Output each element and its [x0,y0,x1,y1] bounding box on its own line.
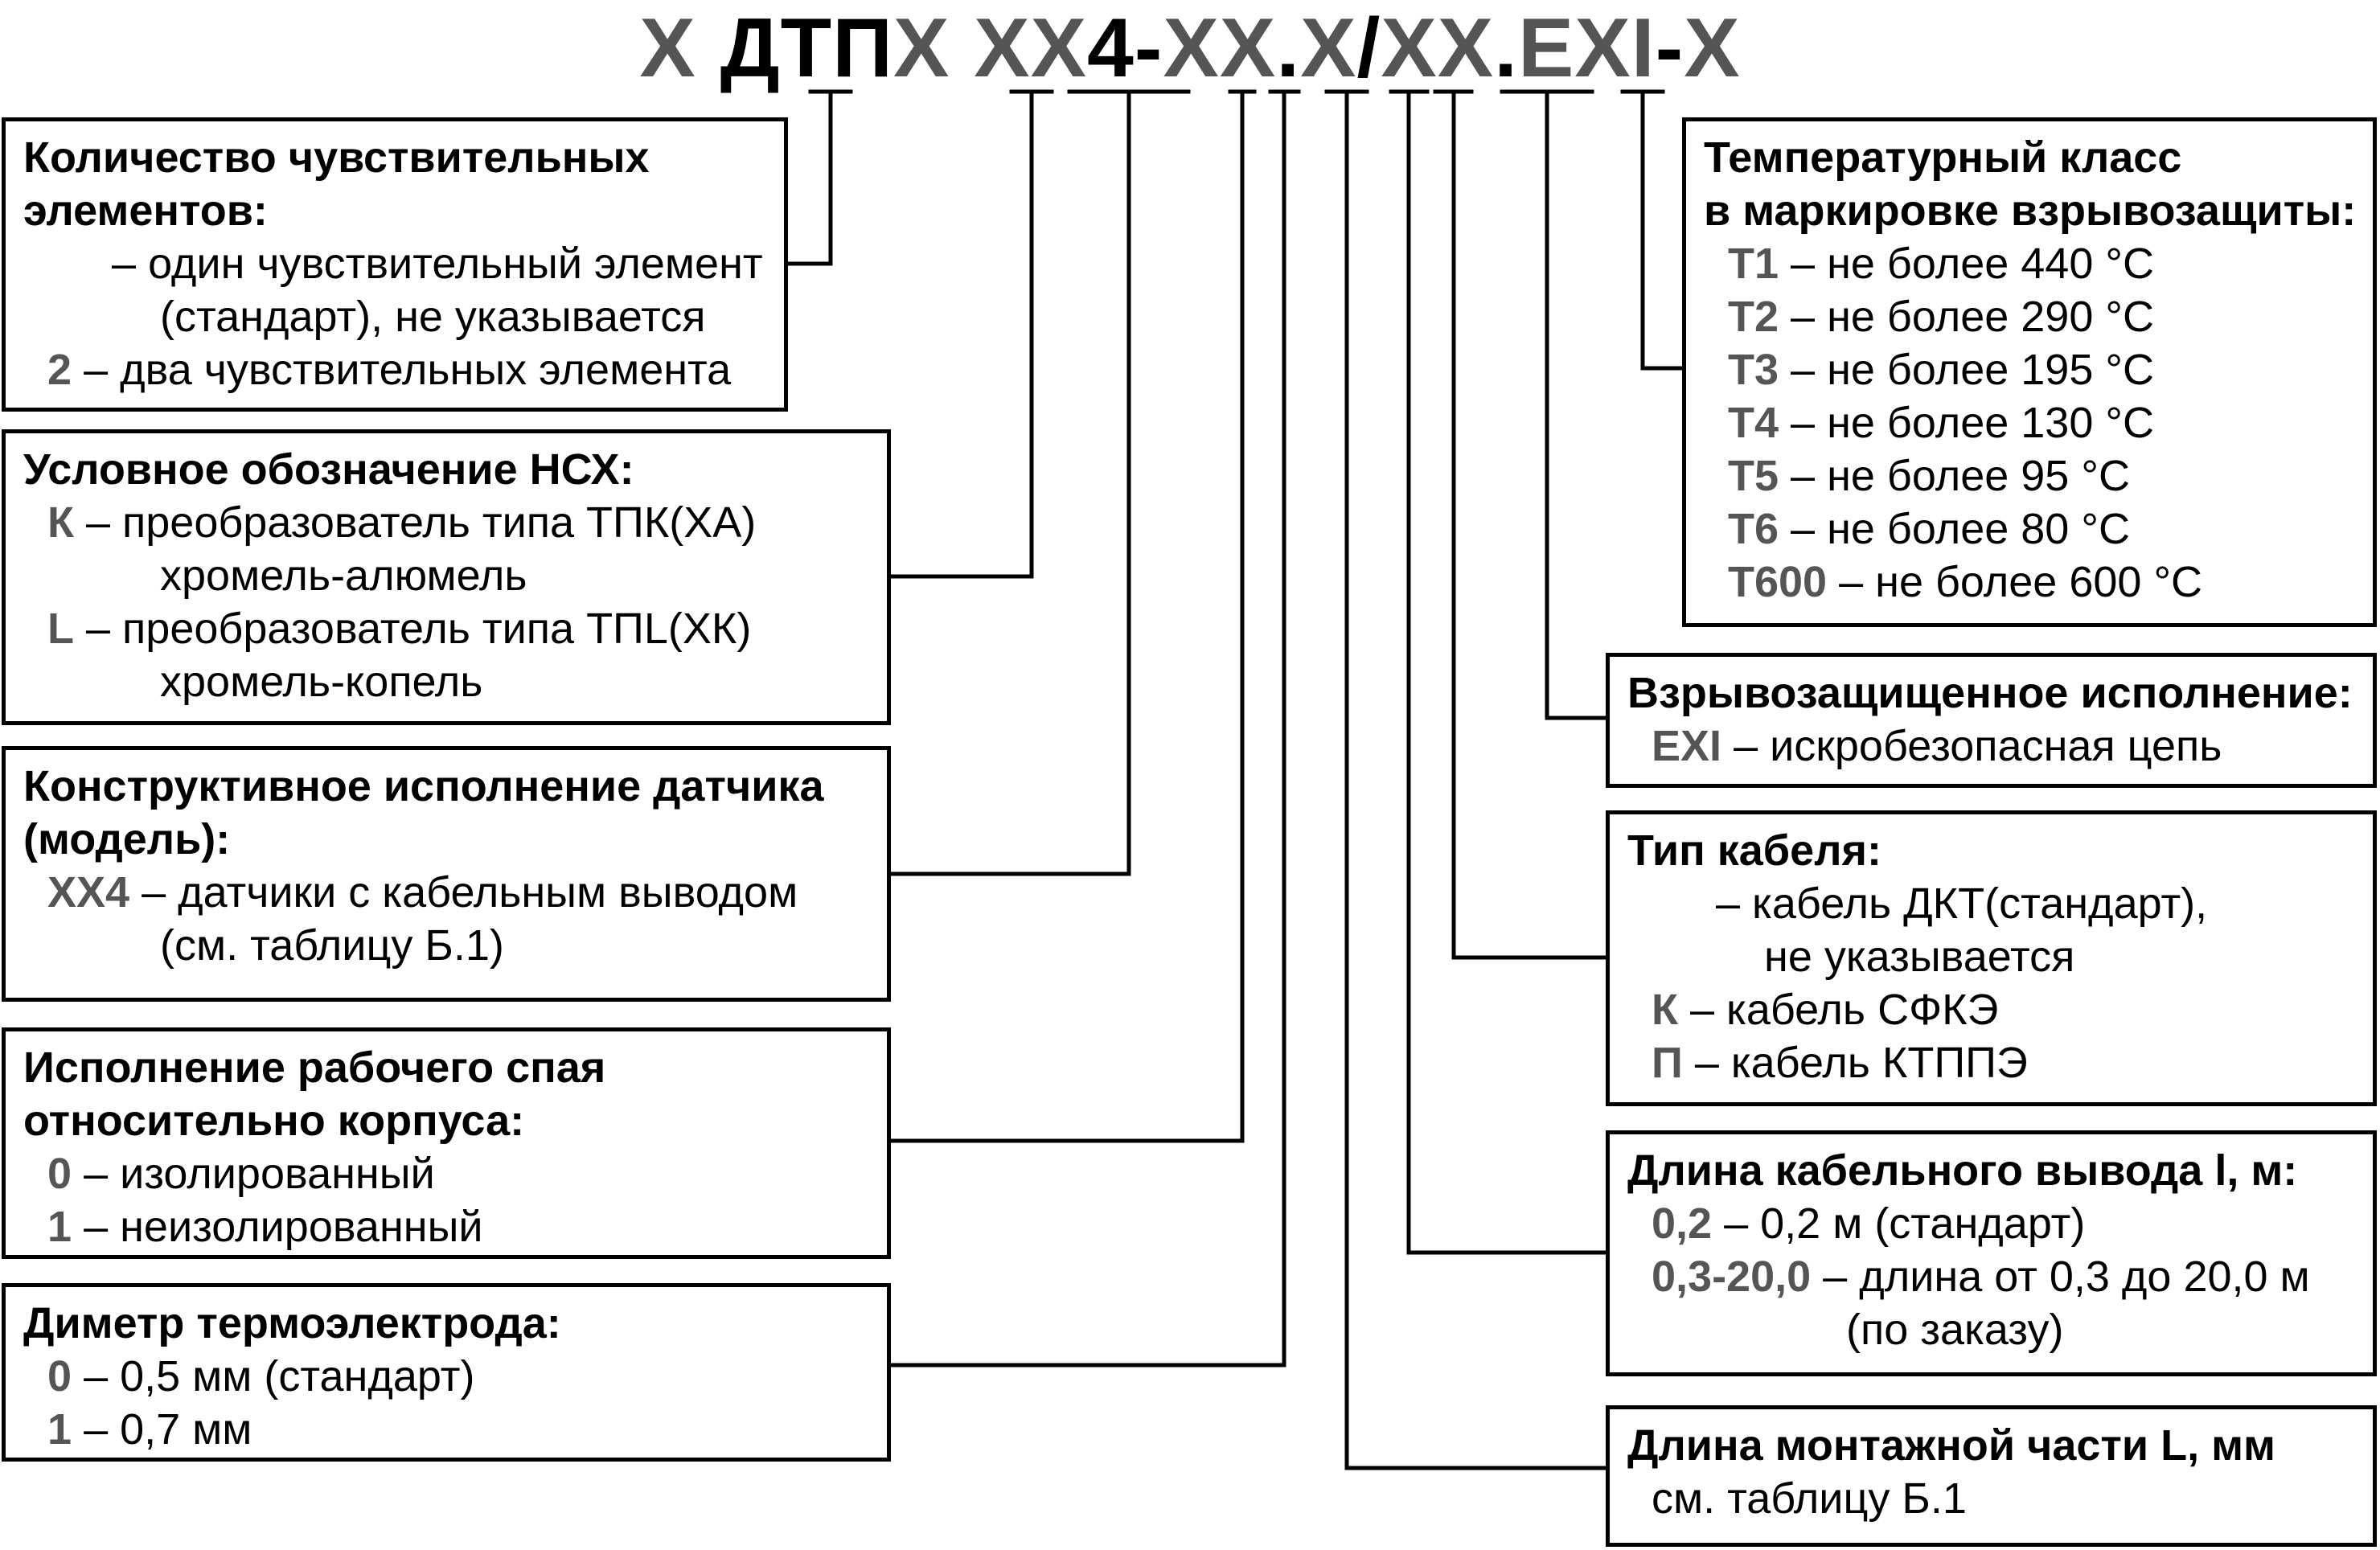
option-code: T600 [1728,558,1828,606]
option-code: T2 [1728,293,1779,341]
option-line: 2 – два чувствительных элемента [47,346,732,394]
option-text: – не более 80 °C [1779,505,2130,553]
box-title: элементов: [23,187,268,235]
model-code-designation [0,3,2380,93]
option-code: 2 [47,346,72,394]
box-title: относительно корпуса: [23,1097,525,1145]
box-sensing-elements [2,117,788,412]
option-code: 1 [47,1405,72,1454]
connector-nsx [891,92,1032,576]
option-line: 0 – изолированный [47,1150,435,1198]
option-continuation: (см. таблицу Б.1) [160,921,504,970]
option-text: – не более 195 °C [1779,346,2154,394]
option-continuation: хромель-копель [160,658,483,706]
box-title: Температурный класс [1704,133,2182,182]
code-segment [950,2,974,95]
code-segment: XX [1381,2,1495,95]
option-line: П – кабель КТППЭ [1652,1039,2028,1087]
box-title: Количество чувствительных [23,133,650,182]
code-segment: . [1276,2,1301,95]
box-cable-type [1606,810,2377,1106]
code-segment: 4- [1086,2,1163,95]
box-title: Тип кабеля: [1627,826,1881,875]
box-junction [2,1027,891,1259]
code-segment: X [1300,2,1357,95]
box-title: Диметр термоэлектрода: [23,1299,561,1347]
connector-cable-length [1409,92,1606,1253]
box-mount-length [1606,1405,2377,1547]
option-text: – не более 95 °C [1779,452,2130,500]
box-title: Конструктивное исполнение датчика [23,762,824,810]
box-model [2,746,891,1002]
connector-diameter [891,92,1284,1365]
option-code: П [1652,1039,1683,1087]
option-line: 0,3-20,0 – длина от 0,3 до 20,0 м [1652,1253,2310,1301]
option-line: 1 – неизолированный [47,1203,483,1251]
option-line: см. таблицу Б.1 [1652,1474,1967,1523]
option-code: 0,3-20,0 [1652,1253,1812,1301]
option-line: К – кабель СФКЭ [1652,986,1999,1034]
option-line [1704,449,2355,502]
option-code: T6 [1728,505,1779,553]
connector-mount-length [1347,92,1606,1468]
option-line: 0,2 – 0,2 м (стандарт) [1652,1199,2086,1248]
option-line: К – преобразователь типа ТПК(ХА) [47,498,757,547]
connector-sensing [786,92,831,264]
box-title: Исполнение рабочего спая [23,1044,606,1092]
box-title: (модель): [23,815,231,863]
code-segment: / [1356,2,1381,95]
option-line: 0 – 0,5 мм (стандарт) [47,1352,475,1400]
connector-explosion [1547,92,1606,718]
option-line [1704,556,2355,609]
box-title: Длина кабельного вывода l, м: [1627,1146,2298,1195]
option-code: XX4 [47,868,130,916]
box-title: в маркировке взрывозащиты: [1704,187,2357,235]
box-temperature-class [1682,117,2377,627]
box-nsx [2,429,891,725]
option-code: T3 [1728,346,1779,394]
option-line: 1 – 0,7 мм [47,1405,252,1454]
code-segment: EXI [1518,2,1656,95]
box-title: Взрывозащищенное исполнение: [1627,669,2353,717]
box-title: Длина монтажной части L, мм [1627,1421,2275,1470]
code-segment: XX [1163,2,1277,95]
connector-model [891,92,1129,874]
option-code: 0 [47,1352,72,1400]
option-code: L [47,605,74,653]
code-segment: X [892,2,950,95]
option-line [1704,237,2355,290]
code-segment: X [1684,2,1741,95]
option-continuation: хромель-алюмель [160,552,527,600]
box-cable-length [1606,1130,2377,1376]
code-segment: ДТП [696,2,893,95]
temperature-class-list [1704,237,2355,609]
option-line: EXI – искробезопасная цепь [1652,722,2222,770]
option-code: EXI [1652,722,1722,770]
code-segment: - [1655,2,1684,95]
option-code: К [47,498,74,547]
option-code: T5 [1728,452,1779,500]
option-line: L – преобразователь типа ТПL(ХК) [47,605,752,653]
option-line: – один чувствительный элемент [112,240,763,288]
option-line [1704,290,2355,343]
option-continuation: (по заказу) [1846,1306,2064,1354]
option-line: – кабель ДКТ(стандарт), [1716,880,2208,928]
box-explosion-protection [1606,653,2377,788]
option-continuation: не указывается [1764,933,2075,981]
option-code: 1 [47,1203,72,1251]
option-text: – не более 440 °C [1779,240,2154,288]
option-code: T4 [1728,399,1779,447]
option-code: 0,2 [1652,1199,1713,1248]
option-line [1704,343,2355,396]
option-line: XX4 – датчики с кабельным выводом [47,868,798,916]
option-line [1704,396,2355,449]
box-diameter [2,1283,891,1462]
connector-cable-type [1454,92,1606,957]
connector-tclass [1643,92,1682,368]
code-segment: XX [974,2,1087,95]
option-text: – не более 600 °C [1827,558,2203,606]
code-segment: X [639,2,696,95]
option-code: 0 [47,1150,72,1198]
option-code: К [1652,986,1678,1034]
option-code: T1 [1728,240,1779,288]
box-title: Условное обозначение НСХ: [23,445,634,494]
option-line [1704,502,2355,556]
option-continuation: (стандарт), не указывается [160,293,706,341]
code-segment: . [1494,2,1519,95]
option-text: – не более 130 °C [1779,399,2154,447]
option-text: – не более 290 °C [1779,293,2154,341]
connector-junction [891,92,1242,1141]
